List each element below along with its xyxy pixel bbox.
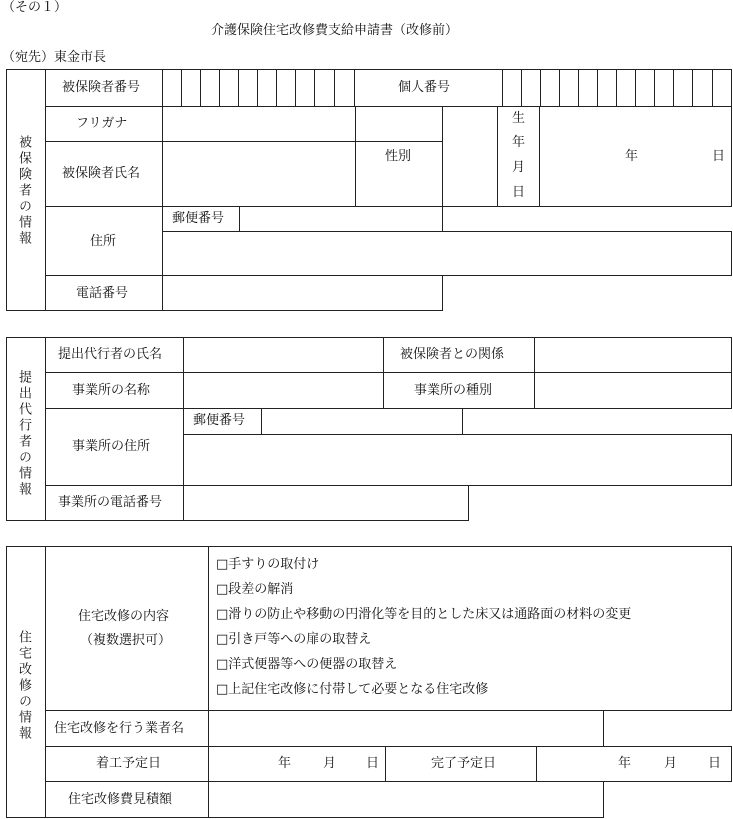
contractor-field[interactable] xyxy=(208,710,604,747)
insured-section-label: 被保険者の情報 xyxy=(16,135,31,247)
digit-divider xyxy=(521,70,522,106)
personal-number-label: 個人番号 xyxy=(398,80,451,95)
postal-code-field[interactable] xyxy=(239,206,443,232)
contractor-label: 住宅改修を行う業者名 xyxy=(54,721,185,736)
birth-year-unit: 年 xyxy=(625,149,639,164)
agent-section-label: 提出代行者の情報 xyxy=(16,370,31,498)
birth-day-unit: 日 xyxy=(712,149,726,164)
digit-divider xyxy=(200,70,201,106)
content-label-cell xyxy=(45,546,209,711)
content-label: 住宅改修の内容 xyxy=(78,609,170,624)
digit-divider xyxy=(219,70,220,106)
birthdate-label-char: 生 xyxy=(512,111,526,126)
furigana-label: フリガナ xyxy=(76,116,128,131)
sex-field[interactable] xyxy=(442,106,498,207)
digit-divider xyxy=(238,70,239,106)
agent-postal-label: 郵便番号 xyxy=(193,413,246,428)
complete-date-label: 完了予定日 xyxy=(431,756,497,771)
option-sliding-door-checkbox[interactable]: □引き戸等への扉の取替え xyxy=(216,632,372,647)
insured-number-field[interactable] xyxy=(162,69,355,107)
addressee: （宛先）東金市長 xyxy=(2,50,107,65)
digit-divider xyxy=(540,70,541,106)
relation-label: 被保険者との関係 xyxy=(400,347,505,362)
office-address-label: 事業所の住所 xyxy=(72,439,151,454)
content-sublabel: （複数選択可） xyxy=(80,633,172,648)
option-toilet-checkbox[interactable]: □洋式便器等への便器の取替え xyxy=(216,657,398,672)
digit-divider xyxy=(181,70,182,106)
start-date-field[interactable] xyxy=(208,746,386,782)
office-type-label: 事業所の種別 xyxy=(414,383,493,398)
address-label: 住所 xyxy=(90,234,117,249)
complete-year-unit: 年 xyxy=(618,756,632,771)
digit-divider xyxy=(597,70,598,106)
option-incidental-checkbox[interactable]: □上記住宅改修に付帯して必要となる住宅改修 xyxy=(216,682,489,697)
complete-date-field[interactable] xyxy=(536,746,732,782)
postal-label: 郵便番号 xyxy=(172,211,225,226)
digit-divider xyxy=(559,70,560,106)
office-name-field[interactable] xyxy=(183,372,384,409)
agent-name-field[interactable] xyxy=(183,337,384,373)
address-field[interactable] xyxy=(162,231,732,276)
office-type-field[interactable] xyxy=(534,372,732,409)
insured-name-field[interactable] xyxy=(162,141,356,207)
digit-divider xyxy=(578,70,579,106)
office-phone-label: 事業所の電話番号 xyxy=(58,495,163,510)
birthdate-label-char: 月 xyxy=(512,160,526,175)
start-year-unit: 年 xyxy=(278,756,292,771)
digit-divider xyxy=(654,70,655,106)
option-floor-material-checkbox[interactable]: □滑りの防止や移動の円滑化等を目的とした床又は通路面の材料の変更 xyxy=(216,607,632,622)
agent-postal-code-field[interactable] xyxy=(261,408,463,435)
office-phone-field[interactable] xyxy=(183,485,469,521)
start-month-unit: 月 xyxy=(323,756,337,771)
digit-divider xyxy=(673,70,674,106)
page-label: （その１） xyxy=(2,0,68,15)
digit-divider xyxy=(334,70,335,106)
relation-field[interactable] xyxy=(534,337,732,373)
personal-number-field[interactable] xyxy=(502,69,732,107)
digit-divider xyxy=(276,70,277,106)
option-step-removal-checkbox[interactable]: □段差の解消 xyxy=(216,582,294,597)
digit-divider xyxy=(712,70,713,106)
phone-field[interactable] xyxy=(162,275,443,311)
insured-number-label: 被保険者番号 xyxy=(62,80,141,95)
phone-label: 電話番号 xyxy=(76,286,129,301)
renovation-section-label: 住宅改修の情報 xyxy=(16,630,31,742)
start-day-unit: 日 xyxy=(366,756,380,771)
sex-label: 性別 xyxy=(385,149,412,164)
complete-month-unit: 月 xyxy=(664,756,678,771)
digit-divider xyxy=(295,70,296,106)
agent-name-label: 提出代行者の氏名 xyxy=(58,347,163,362)
digit-divider xyxy=(635,70,636,106)
digit-divider xyxy=(692,70,693,106)
insured-name-label: 被保険者氏名 xyxy=(62,166,141,181)
digit-divider xyxy=(314,70,315,106)
office-name-label: 事業所の名称 xyxy=(72,383,151,398)
estimate-label: 住宅改修費見積額 xyxy=(68,792,173,807)
complete-day-unit: 日 xyxy=(708,756,722,771)
digit-divider xyxy=(257,70,258,106)
form-title: 介護保険住宅改修費支給申請書（改修前） xyxy=(211,23,459,38)
digit-divider xyxy=(616,70,617,106)
birthdate-label-char: 日 xyxy=(512,185,526,200)
option-handrail-checkbox[interactable]: □手すりの取付け xyxy=(216,557,320,572)
birthdate-label-char: 年 xyxy=(512,135,526,150)
estimate-field[interactable] xyxy=(208,781,604,818)
office-address-field[interactable] xyxy=(183,434,732,486)
start-date-label: 着工予定日 xyxy=(96,756,162,771)
